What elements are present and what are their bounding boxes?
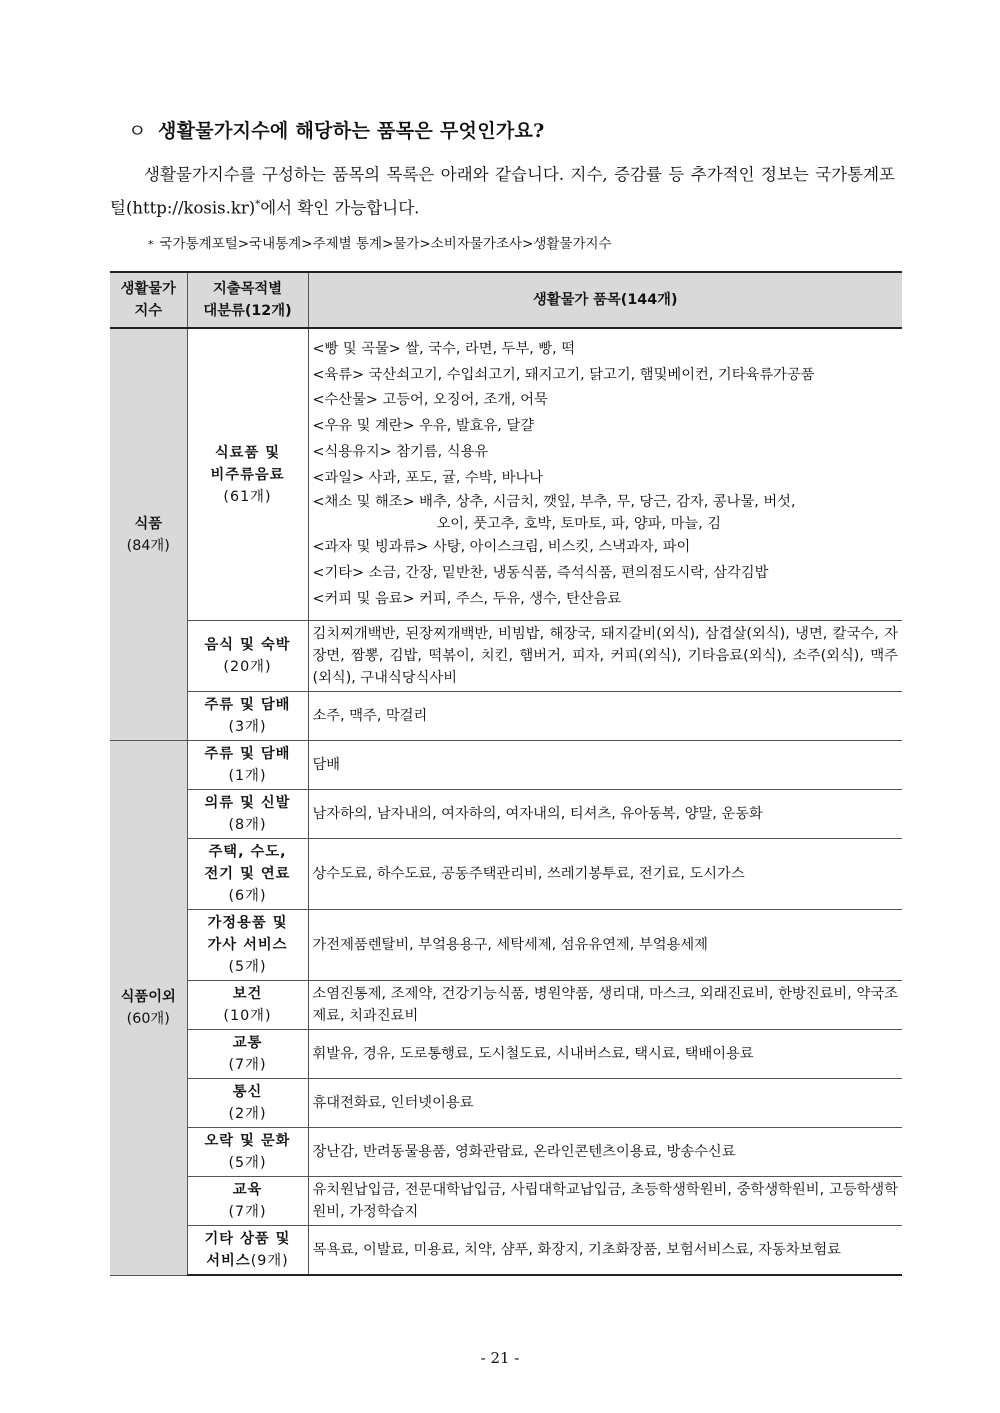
item-line: <수산물> 고등어, 오징어, 조개, 어묵: [312, 392, 548, 409]
table-row: [110, 692, 902, 741]
items-cell: [308, 328, 902, 621]
table-row: [110, 981, 902, 1030]
category-nonfood-count: (60개): [126, 1011, 170, 1028]
subcategory-line1: 가정용품 및: [207, 915, 288, 932]
table-row: [110, 910, 902, 981]
items-cell: 남자하의, 남자내의, 여자하의, 여자내의, 티셔츠, 유아동복, 양말, 운동화: [308, 790, 902, 839]
living-cpi-items-table: [110, 271, 902, 1276]
subcategory-line2: 전기 및 연료: [204, 866, 291, 883]
subcategory-count: (61개): [223, 488, 272, 505]
subcategory-cell: [187, 790, 308, 839]
items-cell: 김치찌개백반, 된장찌개백반, 비빔밥, 해장국, 돼지갈비(외식), 삼겹살(외식), 냉면, 칼국수, 자장면, 짬뽕, 김밥, 떡볶이, 치킨, 햄버거, 피자, 커피(외식), 기타음료(외식), 소주(외식), 맥주(외식), 구내식당식사비: [308, 621, 902, 692]
subcategory-count: (20개): [223, 659, 272, 676]
subcategory-line1: 주택, 수도,: [208, 844, 287, 861]
item-line: <기타> 소금, 간장, 밑반찬, 냉동식품, 즉석식품, 편의점도시락, 삼각김밥: [312, 564, 769, 581]
subcategory-count: (5개): [228, 1155, 267, 1172]
subcategory-cell: [187, 1030, 308, 1079]
subcategory-count: (3개): [228, 719, 267, 736]
item-line: 오이, 풋고추, 호박, 토마토, 파, 양파, 마늘, 김: [436, 516, 722, 533]
item-line: <빵 및 곡물> 쌀, 국수, 라면, 두부, 빵, 떡: [312, 341, 576, 357]
items-cell: 상수도료, 하수도료, 공동주택관리비, 쓰레기봉투료, 전기료, 도시가스: [308, 839, 902, 910]
table-row: [110, 1226, 902, 1276]
subcategory-cell: [187, 1177, 308, 1226]
subcategory-line1: 주류 및 담배: [204, 697, 291, 714]
category-nonfood-name: 식품이외: [120, 989, 176, 1006]
table-row: [110, 1128, 902, 1177]
subcategory-line1: 오락 및 문화: [204, 1133, 291, 1150]
items-cell: 가전제품렌탈비, 부엌용용구, 세탁세제, 섬유유연제, 부엌용세제: [308, 910, 902, 981]
subcategory-count: (1개): [228, 768, 267, 785]
item-line: <커피 및 음료> 커피, 주스, 두유, 생수, 탄산음료: [312, 590, 622, 607]
category-food-name: 식품: [134, 515, 163, 532]
items-cell: 소염진통제, 조제약, 건강기능식품, 병원약품, 생리대, 마스크, 외래진료비, 한방진료비, 약국조제료, 치과진료비: [308, 981, 902, 1030]
subcategory-cell: [187, 910, 308, 981]
subcategory-line1: 기타 상품 및: [204, 1231, 291, 1248]
subcategory-cell: [187, 692, 308, 741]
paragraph-part1: 생활물가지수를 구성하는 품목의 목록은 아래와 같습니다. 지수, 증감률 등 추가적인 정보는 국가통계포털(http://kosis.kr): [110, 165, 895, 218]
subcategory-cell: [187, 741, 308, 790]
subcategory-cell: [187, 1128, 308, 1177]
item-line: <우유 및 계란> 우유, 발효유, 달걀: [312, 418, 534, 435]
category-food: [110, 328, 187, 741]
table-row: [110, 1177, 902, 1226]
paragraph-footnote-mark: *: [255, 199, 261, 210]
subcategory-count: (8개): [228, 817, 267, 834]
subcategory-count: (5개): [228, 959, 267, 976]
item-line: <육류> 국산쇠고기, 수입쇠고기, 돼지고기, 닭고기, 햄및베이컨, 기타육류가공품: [312, 366, 815, 383]
items-cell: 휘발유, 경유, 도로통행료, 도시철도료, 시내버스료, 택시료, 택배이용료: [308, 1030, 902, 1079]
table-row: [110, 1030, 902, 1079]
table-row: [110, 839, 902, 910]
items-cell: 소주, 맥주, 막걸리: [308, 692, 902, 741]
header-items: 생활물가 품목(144개): [308, 272, 902, 328]
header-cpi: [110, 272, 187, 328]
subcategory-line1: 음식 및 숙박: [204, 637, 291, 654]
items-cell: 휴대전화료, 인터넷이용료: [308, 1079, 902, 1128]
item-line: <과일> 사과, 포도, 귤, 수박, 바나나: [312, 469, 544, 486]
subcategory-cell: [187, 981, 308, 1030]
table-row: [110, 621, 902, 692]
table-row: [110, 1079, 902, 1128]
heading-bullet: ㅇ: [128, 120, 147, 142]
items-cell: 장난감, 반려동물용품, 영화관람료, 온라인콘텐츠이용료, 방송수신료: [308, 1128, 902, 1177]
subcategory-cell: [187, 328, 308, 621]
items-cell: 목욕료, 이발료, 미용료, 치약, 샴푸, 화장지, 기초화장품, 보험서비스료, 자동차보험료: [308, 1226, 902, 1276]
category-food-count: (84개): [126, 537, 170, 554]
subcategory-cell: [187, 1226, 308, 1276]
header-cpi-line1: 생활물가: [120, 281, 176, 297]
header-cpi-line2: 지수: [134, 303, 163, 319]
intro-paragraph: [110, 160, 895, 224]
subcategory-line1: 의류 및 신발: [204, 795, 291, 812]
subcategory-cell: [187, 839, 308, 910]
category-nonfood: [110, 741, 187, 1276]
items-cell: 담배: [308, 741, 902, 790]
subcategory-count: (9개): [250, 1253, 289, 1270]
subcategory-cell: [187, 1079, 308, 1128]
subcategory-line1: 교육: [232, 1182, 263, 1199]
table-row: [110, 790, 902, 839]
heading-text: 생활물가지수에 해당하는 품목은 무엇인가요?: [158, 120, 545, 142]
item-line: <과자 및 빙과류> 사탕, 아이스크림, 비스킷, 스낵과자, 파이: [312, 539, 691, 556]
paragraph-part2: 에서 확인 가능합니다.: [260, 198, 420, 218]
subcategory-count: (10개): [223, 1008, 272, 1025]
subcategory-cell: [187, 621, 308, 692]
subcategory-count: (7개): [228, 1204, 267, 1221]
subcategory-line2: 서비스: [206, 1253, 251, 1270]
items-cell: 유치원납입금, 전문대학납입금, 사립대학교납입금, 초등학생학원비, 중학생학원비, 고등학생학원비, 가정학습지: [308, 1177, 902, 1226]
subcategory-count: (6개): [228, 888, 267, 905]
question-heading: [128, 116, 545, 143]
subcategory-count: (7개): [228, 1057, 267, 1074]
subcategory-line1: 교통: [232, 1035, 263, 1052]
subcategory-count: (2개): [228, 1106, 267, 1123]
subcategory-line2: 가사 서비스: [207, 937, 288, 954]
item-line: <채소 및 해조> 배추, 상추, 시금치, 깻잎, 부추, 무, 당근, 감자, 콩나물, 버섯,: [312, 494, 796, 511]
header-category-line2: 대분류(12개): [203, 303, 292, 319]
subcategory-line2: 비주류음료: [210, 466, 285, 483]
subcategory-line1: 식료품 및: [214, 444, 281, 461]
footnote: [148, 232, 612, 252]
header-category: [187, 272, 308, 328]
footnote-star: *: [148, 238, 154, 251]
item-line: <식용유지> 참기름, 식용유: [312, 443, 489, 460]
header-category-line1: 지출목적별: [212, 281, 283, 297]
table-row: [110, 741, 902, 790]
subcategory-line1: 주류 및 담배: [204, 746, 291, 763]
footnote-text: 국가통계포털>국내통계>주제별 통계>물가>소비자물가조사>생활물가지수: [159, 236, 612, 252]
table-header-row: [110, 272, 902, 328]
page-number: - 21 -: [480, 1349, 520, 1367]
table-row: [110, 328, 902, 621]
subcategory-line1: 보건: [232, 986, 263, 1003]
subcategory-line1: 통신: [232, 1084, 263, 1101]
